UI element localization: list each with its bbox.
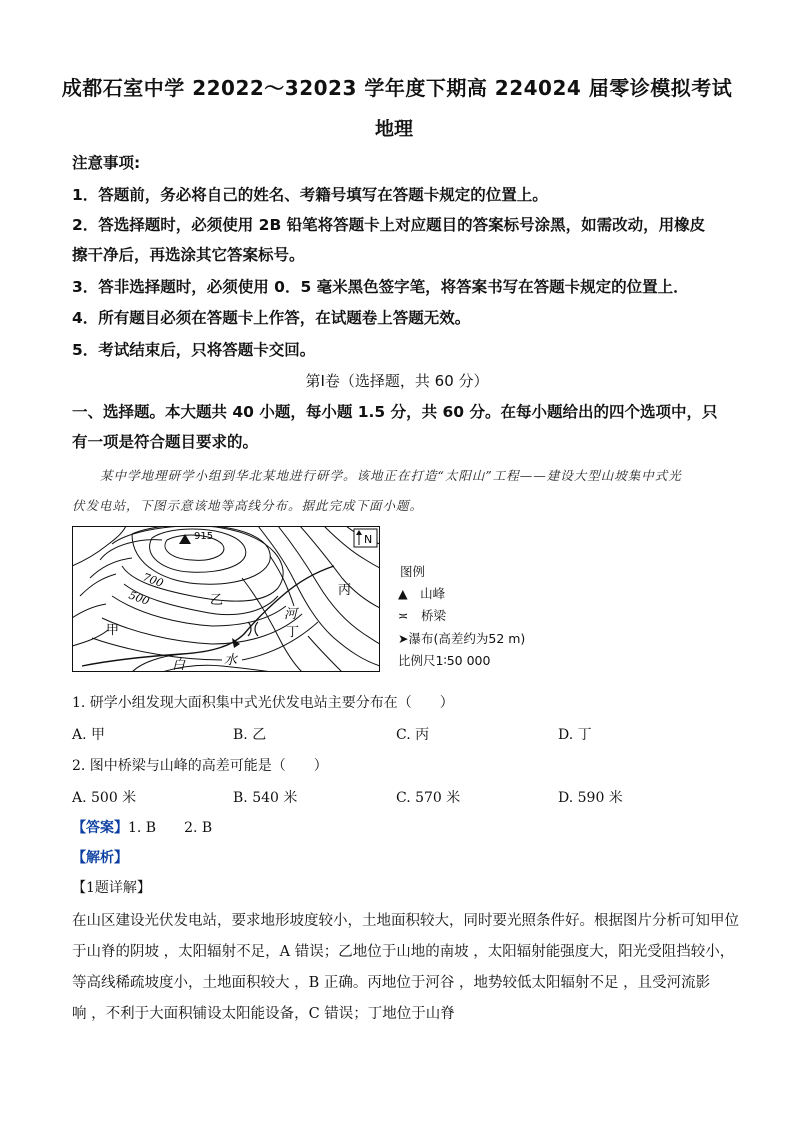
intro-text: 某中学地理研学小组到华北某地进行研学。该地正在打造“太阳山”工程——建设大型山坡集中式光 — [100, 468, 682, 483]
option: D. 590 米 — [558, 790, 623, 806]
contour-label-700: 700 — [140, 570, 166, 591]
notice-item: 1．答题前，务必将自己的姓名、考籍号填写在答题卡规定的位置上。 — [72, 186, 548, 204]
option: B. 540 米 — [233, 790, 298, 806]
legend-bridge-label: 桥梁 — [421, 608, 447, 623]
option: A. 甲 — [72, 727, 106, 743]
peak-elevation-label: 915 — [194, 531, 214, 542]
notice-item: 擦干净后，再选涂其它答案标号。 — [72, 246, 305, 264]
question-stem: 2. 图中桥梁与山峰的高差可能是（ ） — [72, 758, 328, 774]
notice-item: 5．考试结束后，只将答题卡交回。 — [72, 341, 316, 359]
section-instruction: 一、选择题。本大题共 40 小题，每小题 1.5 分，共 60 分。在每小题给出的四个选项中，只 — [72, 403, 718, 421]
analysis-line — [72, 847, 128, 867]
notice-heading: 注意事项: — [72, 154, 141, 172]
legend-title: 图例 — [400, 564, 426, 579]
legend-peak-label: 山峰 — [420, 586, 446, 601]
place-label-ding: 丁 — [286, 625, 300, 640]
option: C. 丙 — [396, 727, 430, 743]
option: A. 500 米 — [72, 790, 137, 806]
river-label-he: 河 — [284, 607, 298, 622]
option: D. 丁 — [558, 727, 592, 743]
place-label-yi: 乙 — [210, 593, 224, 608]
option: B. 乙 — [233, 727, 267, 743]
detail-heading: 【1题详解】 — [72, 880, 151, 896]
section-instruction: 有一项是符合题目要求的。 — [72, 433, 259, 451]
legend-waterfall — [398, 629, 525, 647]
legend-bridge — [398, 606, 446, 624]
notice-item: 4．所有题目必须在答题卡上作答，在试题卷上答题无效。 — [72, 309, 471, 327]
subject-title: 地理 — [375, 118, 414, 140]
analysis-tag: 【解析】 — [72, 850, 128, 866]
analysis-text: 等高线稀疏坡度小，土地面积较大 ，B 正确。丙地位于河谷 ，地势较低太阳辐射不足 ，且受河流影 — [72, 975, 711, 991]
place-label-bing: 丙 — [338, 583, 352, 598]
peak-icon: ▲ — [398, 586, 408, 601]
legend-waterfall-label: 瀑布(高差约为52 m) — [408, 631, 526, 646]
contour-map — [72, 526, 380, 672]
analysis-text: 在山区建设光伏发电站，要求地形坡度较小，土地面积较大，同时要光照条件好。根据图片分析可知甲位 — [72, 913, 739, 929]
place-label-jia: 甲 — [106, 623, 120, 638]
river-label-shui: 水 — [224, 653, 238, 668]
question-stem: 1. 研学小组发现大面积集中式光伏发电站主要分布在（ ） — [72, 695, 454, 711]
answer-tag: 【答案】 — [72, 820, 128, 836]
north-label: N — [364, 533, 373, 546]
waterfall-icon: ➤ — [398, 631, 409, 646]
legend-peak — [398, 584, 445, 602]
contour-label-500: 500 — [126, 588, 152, 609]
river-label-bai: 白 — [172, 658, 186, 672]
intro-text: 伏发电站，下图示意该地等高线分布。据此完成下面小题。 — [72, 498, 424, 513]
answer-text: 1. B 2. B — [128, 820, 213, 836]
exam-title: 成都石室中学 22022～32023 学年度下期高 224024 届零诊模拟考试 — [61, 76, 733, 100]
analysis-text: 响 ，不利于大面积铺设太阳能设备，C 错误；丁地位于山脊 — [72, 1006, 455, 1022]
bridge-icon: ≍ — [398, 608, 409, 623]
analysis-text: 于山脊的阴坡 ，太阳辐射不足，A 错误；乙地位于山地的南坡 ，太阳辐射能强度大，阳光受阻挡较小， — [72, 944, 735, 960]
answer-line — [72, 817, 212, 837]
section-title: 第Ⅰ卷（选择题，共 60 分） — [305, 372, 489, 390]
notice-item: 2．答选择题时，必须使用 2B 铅笔将答题卡上对应题目的答案标号涂黑，如需改动，用橡皮 — [72, 216, 706, 234]
legend-scale: 比例尺1∶50 000 — [398, 653, 491, 668]
notice-item: 3．答非选择题时，必须使用 0．5 毫米黑色签字笔，将答案书写在答题卡规定的位置上． — [72, 278, 689, 296]
option: C. 570 米 — [396, 790, 461, 806]
